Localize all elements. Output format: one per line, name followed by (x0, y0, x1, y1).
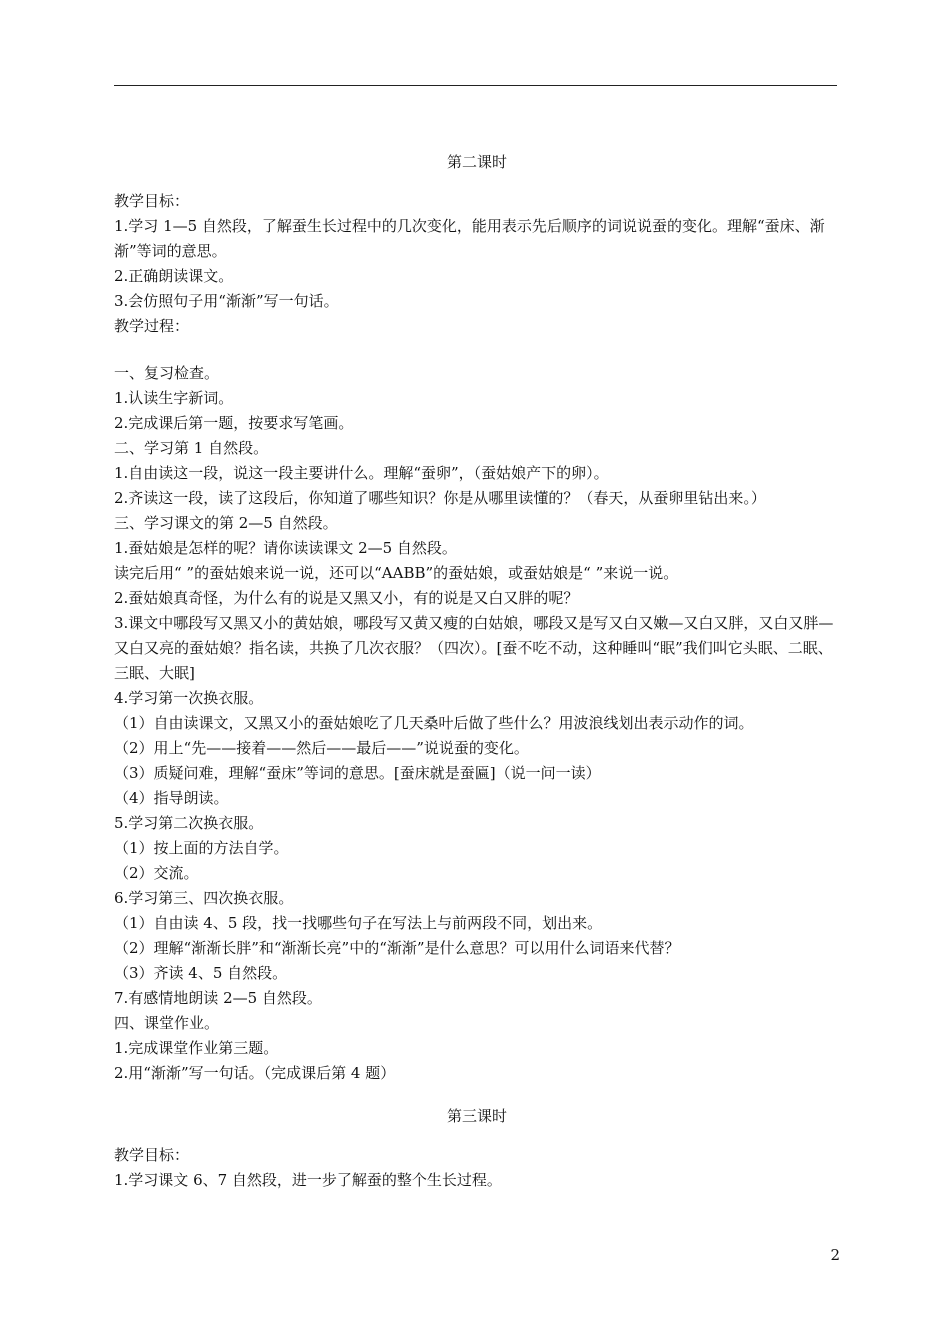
process-line: 6.学习第三、四次换衣服。 (114, 889, 294, 907)
process-line: 2.用“渐渐”写一句话。（完成课后第 4 题） (114, 1064, 396, 1082)
process-line: 1.完成课堂作业第三题。 (114, 1039, 279, 1057)
process-line: （1）自由读 4、5 段，找一找哪些句子在写法上与前两段不同，划出来。 (114, 914, 603, 932)
process-line: 4.学习第一次换衣服。 (114, 689, 264, 707)
process-line: （2）用上“先——接着——然后——最后——”说说蚕的变化。 (114, 739, 529, 757)
process-label: 教学过程： (114, 317, 190, 335)
process-line: （1）自由读课文，又黑又小的蚕姑娘吃了几天桑叶后做了些什么？用波浪线划出表示动作的词。 (114, 714, 754, 732)
goal-item: 3.会仿照句子用“渐渐”写一句话。 (114, 292, 339, 310)
process-line: 一、复习检查。 (114, 364, 220, 382)
goals-label: 教学目标： (114, 192, 190, 210)
process-line: 三、学习课文的第 2—5 自然段。 (114, 514, 338, 532)
document-body (114, 140, 840, 1193)
process-line: 读完后用“ ”的蚕姑娘来说一说，还可以“AABB”的蚕姑娘，或蚕姑娘是“ ”来说一说。 (114, 564, 679, 582)
process-line: 2.齐读这一段，读了这段后，你知道了哪些知识？你是从哪里读懂的？（春天，从蚕卵里钻出来。） (114, 489, 766, 507)
section-heading: 第二课时 (446, 153, 507, 171)
process-line: 1.蚕姑娘是怎样的呢？请你读读课文 2—5 自然段。 (114, 539, 457, 557)
page-number: 2 (830, 1246, 840, 1264)
process-line: （4）指导朗读。 (114, 789, 229, 807)
process-line: 1.认读生字新词。 (114, 389, 234, 407)
goal-item: 1.学习 1—5 自然段，了解蚕生长过程中的几次变化，能用表示先后顺序的词说说蚕的变化。理解“蚕床、渐渐”等词的意思。 (114, 217, 825, 260)
process-line: 二、学习第 1 自然段。 (114, 439, 269, 457)
process-line: 1.自由读这一段，说这一段主要讲什么。理解“蚕卵”，（蚕姑娘产下的卵）。 (114, 464, 609, 482)
section-heading: 第三课时 (446, 1107, 507, 1125)
process-line: 四、课堂作业。 (114, 1014, 220, 1032)
process-line: 3.课文中哪段写又黑又小的黄姑娘，哪段写又黄又瘦的白姑娘，哪段又是写又白又嫩—又白又胖，又白又胖—又白又亮的蚕姑娘？指名读，共换了几次衣服？（四次）。[蚕不吃不动，这种睡叫“眠”我们叫它头眠、二眠、三眠、大眠] (114, 614, 834, 682)
goal-item: 1.学习课文 6、7 自然段，进一步了解蚕的整个生长过程。 (114, 1171, 502, 1189)
goal-item: 2.正确朗读课文。 (114, 267, 234, 285)
blank-line (114, 339, 840, 361)
process-line: 2.蚕姑娘真奇怪，为什么有的说是又黑又小，有的说是又白又胖的呢？ (114, 589, 579, 607)
process-line: （2）理解“渐渐长胖”和“渐渐长亮”中的“渐渐”是什么意思？可以用什么词语来代替？ (114, 939, 680, 957)
process-line: （2）交流。 (114, 864, 199, 882)
process-line: （3）齐读 4、5 自然段。 (114, 964, 288, 982)
header-rule (114, 85, 837, 86)
process-line: 2.完成课后第一题，按要求写笔画。 (114, 414, 354, 432)
process-line: （3）质疑问难，理解“蚕床”等词的意思。[蚕床就是蚕匾]（说一问一读） (114, 764, 601, 782)
process-line: 7.有感情地朗读 2—5 自然段。 (114, 989, 322, 1007)
process-line: （1）按上面的方法自学。 (114, 839, 289, 857)
goals-label: 教学目标： (114, 1146, 190, 1164)
process-line: 5.学习第二次换衣服。 (114, 814, 264, 832)
